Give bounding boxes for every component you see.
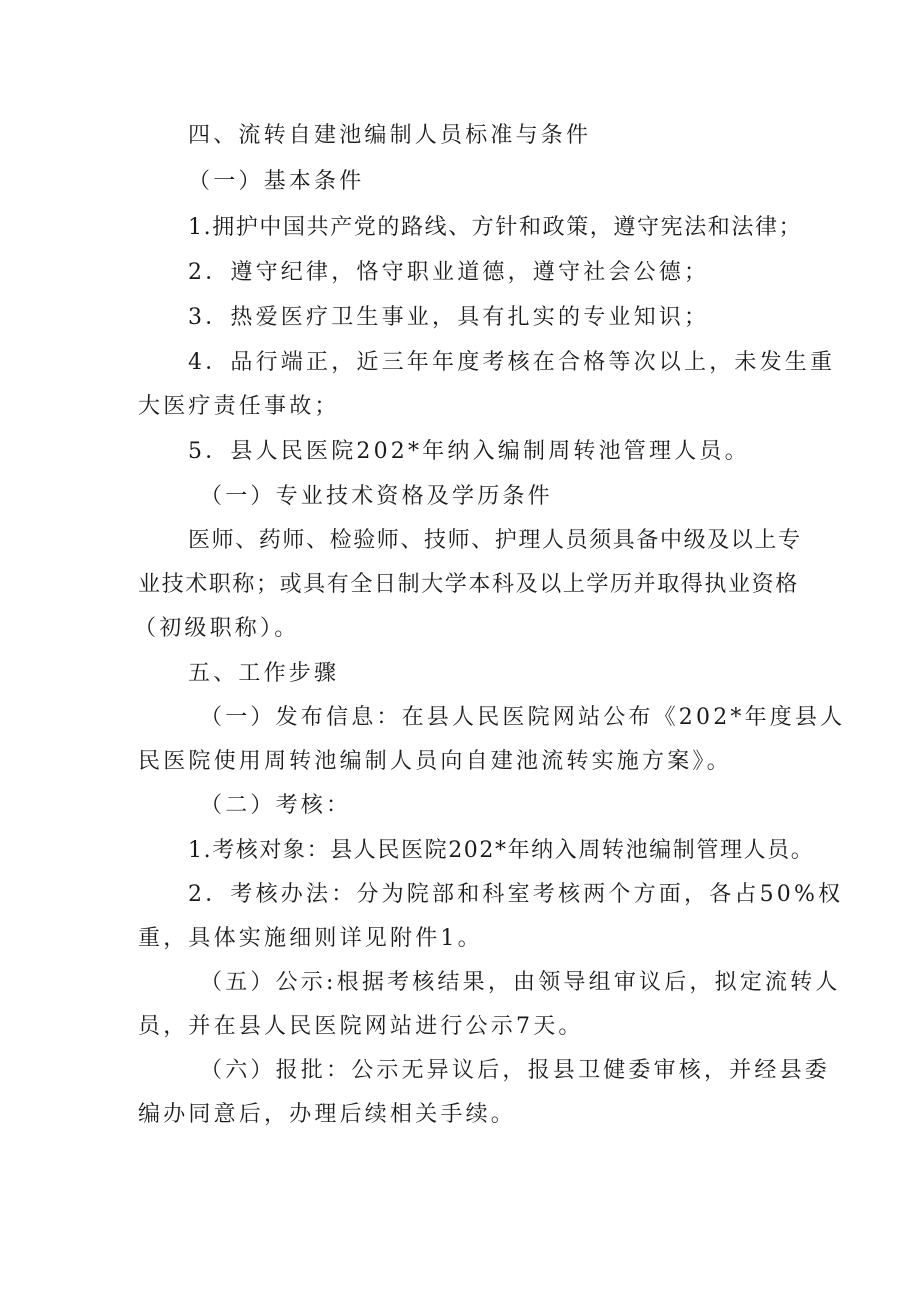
step-6-line-2: 编办同意后，办理后续相关手续。 <box>138 1102 517 1127</box>
basic-item-2: 2．遵守纪律，恪守职业道德，遵守社会公德； <box>188 260 710 285</box>
basic-item-3: 3．热爱医疗卫生事业，具有扎实的专业知识； <box>188 305 710 330</box>
basic-item-1: 1.拥护中国共产党的路线、方针和政策，遵守宪法和法律； <box>188 215 803 240</box>
subsection-heading-qualification: （一）专业技术资格及学历条件 <box>200 484 553 509</box>
step-1-line-2: 民医院使用周转池编制人员向自建池流转实施方案》。 <box>138 749 732 774</box>
step-5-line-1: （五）公示:根据考核结果，由领导组审议后，拟定流转人 <box>200 970 841 995</box>
qualification-text-line-1: 医师、药师、检验师、技师、护理人员须具备中级及以上专 <box>188 528 802 553</box>
section-heading-4: 四、流转自建池编制人员标准与条件 <box>188 123 592 148</box>
step-2-item-2-continued: 重，具体实施细则详见附件1。 <box>138 926 483 951</box>
step-1-line-1: （一）发布信息：在县人民医院网站公布《202*年度县人 <box>200 705 846 730</box>
basic-item-5: 5．县人民医院202*年纳入编制周转池管理人员。 <box>188 439 750 464</box>
subsection-heading-basic-conditions: （一）基本条件 <box>188 169 365 194</box>
step-6-line-1: （六）报批：公示无异议后，报县卫健委审核，并经县委 <box>200 1058 831 1083</box>
qualification-text-line-3: （初级职称）。 <box>134 616 300 641</box>
step-2-item-1: 1.考核对象：县人民医院202*年纳入周转池编制管理人员。 <box>188 838 815 863</box>
step-2-heading: （二）考核： <box>200 793 352 818</box>
section-heading-5: 五、工作步骤 <box>188 661 340 686</box>
qualification-text-line-2: 业技术职称；或具有全日制大学本科及以上学历并取得执业资格 <box>138 572 799 597</box>
step-2-item-2: 2．考核办法：分为院部和科室考核两个方面，各占50%权 <box>188 882 844 907</box>
basic-item-4-continued: 大医疗责任事故； <box>138 394 340 419</box>
basic-item-4: 4．品行端正，近三年年度考核在合格等次以上，未发生重 <box>188 350 836 375</box>
step-5-line-2: 员，并在县人民医院网站进行公示7天。 <box>138 1014 584 1039</box>
